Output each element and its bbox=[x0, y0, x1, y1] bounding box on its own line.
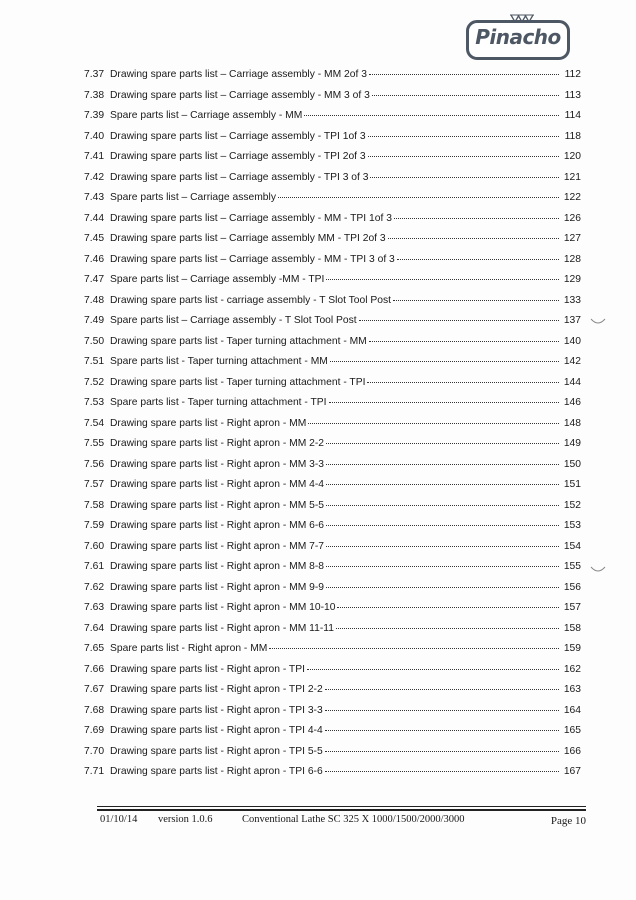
toc-dot-leader bbox=[368, 156, 559, 157]
toc-section-number: 7.49 bbox=[84, 315, 105, 326]
toc-dot-leader bbox=[325, 689, 559, 690]
toc-row[interactable] bbox=[84, 684, 581, 705]
toc-dot-leader bbox=[307, 669, 559, 670]
toc-dot-leader bbox=[393, 300, 559, 301]
toc-page-number: 155 bbox=[563, 561, 581, 572]
toc-page-number: 148 bbox=[563, 417, 581, 429]
toc-section-number: 7.63 bbox=[84, 602, 105, 613]
toc-dot-leader bbox=[326, 484, 559, 485]
toc-dot-leader bbox=[326, 279, 559, 280]
toc-entry-title: Drawing spare parts list – Carriage assembly - TPI 1of 3 bbox=[110, 130, 366, 142]
toc-section-number: 7.44 bbox=[84, 212, 105, 224]
logo-text: Pinacho bbox=[475, 25, 561, 49]
toc-entry-title: Drawing spare parts list - Right apron - MM 3-3 bbox=[110, 458, 325, 470]
toc-entry-title: Drawing spare parts list - Right apron - TPI 5-5 bbox=[110, 745, 323, 757]
toc-dot-leader bbox=[330, 361, 559, 362]
toc-section-number: 7.48 bbox=[84, 294, 105, 306]
toc-row[interactable] bbox=[84, 397, 581, 418]
toc-dot-leader bbox=[326, 505, 559, 506]
toc-section-number: 7.65 bbox=[84, 643, 105, 654]
toc-entry-title: Drawing spare parts list - Right apron - TPI bbox=[110, 663, 305, 675]
toc-dot-leader bbox=[326, 566, 559, 567]
toc-section-number: 7.59 bbox=[84, 520, 105, 531]
toc-page-number: 157 bbox=[563, 602, 581, 613]
toc-row[interactable] bbox=[84, 541, 581, 562]
toc-entry-title: Drawing spare parts list - Right apron - MM 7-7 bbox=[110, 540, 325, 552]
footer-version: version 1.0.6 bbox=[158, 814, 213, 825]
toc-page-number: 150 bbox=[563, 458, 581, 470]
toc-dot-leader bbox=[367, 382, 559, 383]
binder-hole-mark bbox=[590, 566, 606, 574]
pinacho-logo bbox=[466, 14, 574, 64]
toc-row[interactable] bbox=[84, 151, 581, 172]
toc-dot-leader bbox=[397, 259, 559, 260]
footer-date: 01/10/14 bbox=[100, 814, 138, 825]
toc-section-number: 7.40 bbox=[84, 130, 105, 142]
table-of-contents bbox=[84, 69, 581, 787]
toc-row[interactable] bbox=[84, 746, 581, 767]
toc-entry-title: Spare parts list – Carriage assembly -MM - TPI bbox=[110, 274, 325, 285]
toc-section-number: 7.52 bbox=[84, 376, 105, 388]
toc-entry-title: Spare parts list – Carriage assembly bbox=[110, 192, 276, 203]
toc-section-number: 7.69 bbox=[84, 725, 105, 736]
toc-dot-leader bbox=[304, 115, 559, 116]
toc-dot-leader bbox=[308, 423, 559, 424]
toc-section-number: 7.43 bbox=[84, 192, 105, 203]
toc-entry-title: Drawing spare parts list - Right apron - MM 11-11 bbox=[110, 622, 334, 634]
toc-entry-title: Spare parts list - Taper turning attachment - TPI bbox=[110, 397, 327, 408]
toc-dot-leader bbox=[388, 238, 559, 239]
toc-entry-title: Drawing spare parts list - Right apron - MM 2-2 bbox=[110, 438, 325, 449]
toc-page-number: 120 bbox=[563, 151, 581, 162]
toc-entry-title: Drawing spare parts list - carriage assembly - T Slot Tool Post bbox=[110, 294, 391, 306]
toc-row[interactable] bbox=[84, 602, 581, 623]
toc-row[interactable] bbox=[84, 233, 581, 254]
toc-row[interactable] bbox=[84, 582, 581, 603]
toc-row[interactable] bbox=[84, 643, 581, 664]
toc-page-number: 164 bbox=[563, 704, 581, 716]
toc-dot-leader bbox=[369, 74, 559, 75]
toc-dot-leader bbox=[368, 136, 559, 137]
toc-row[interactable] bbox=[84, 377, 581, 398]
toc-section-number: 7.38 bbox=[84, 89, 105, 101]
toc-page-number: 154 bbox=[563, 540, 581, 552]
toc-section-number: 7.50 bbox=[84, 335, 105, 347]
toc-page-number: 156 bbox=[563, 581, 581, 593]
toc-row[interactable] bbox=[84, 438, 581, 459]
toc-dot-leader bbox=[337, 607, 559, 608]
toc-page-number: 146 bbox=[563, 397, 581, 408]
toc-row[interactable] bbox=[84, 623, 581, 644]
toc-page-number: 142 bbox=[563, 356, 581, 367]
toc-dot-leader bbox=[370, 177, 559, 178]
toc-dot-leader bbox=[325, 751, 559, 752]
toc-page-number: 127 bbox=[563, 233, 581, 244]
toc-entry-title: Spare parts list – Carriage assembly - T Slot Tool Post bbox=[110, 315, 357, 326]
footer-document-title: Conventional Lathe SC 325 X 1000/1500/2000/3000 bbox=[242, 814, 465, 825]
toc-dot-leader bbox=[325, 730, 559, 731]
toc-entry-title: Drawing spare parts list – Carriage assembly MM - TPI 2of 3 bbox=[110, 233, 386, 244]
toc-entry-title: Drawing spare parts list - Right apron - MM 8-8 bbox=[110, 561, 325, 572]
toc-row[interactable] bbox=[84, 172, 581, 193]
toc-dot-leader bbox=[325, 710, 559, 711]
toc-row[interactable] bbox=[84, 131, 581, 152]
toc-page-number: 129 bbox=[563, 274, 581, 285]
toc-row[interactable] bbox=[84, 705, 581, 726]
toc-row[interactable] bbox=[84, 274, 581, 295]
toc-row[interactable] bbox=[84, 459, 581, 480]
toc-page-number: 152 bbox=[563, 499, 581, 511]
toc-entry-title: Drawing spare parts list - Right apron - TPI 6-6 bbox=[110, 766, 323, 777]
toc-dot-leader bbox=[278, 197, 559, 198]
toc-page-number: 121 bbox=[563, 171, 581, 183]
toc-entry-title: Drawing spare parts list – Carriage assembly - MM - TPI 3 of 3 bbox=[110, 253, 395, 265]
toc-entry-title: Drawing spare parts list – Carriage assembly - MM - TPI 1of 3 bbox=[110, 212, 392, 224]
toc-row[interactable] bbox=[84, 725, 581, 746]
toc-entry-title: Drawing spare parts list - Right apron - MM 10-10 bbox=[110, 602, 336, 613]
toc-entry-title: Drawing spare parts list - Taper turning attachment - TPI bbox=[110, 376, 366, 388]
toc-row[interactable] bbox=[84, 213, 581, 234]
toc-entry-title: Drawing spare parts list – Carriage assembly - MM 3 of 3 bbox=[110, 89, 370, 101]
toc-entry-title: Drawing spare parts list - Right apron - MM 4-4 bbox=[110, 479, 325, 490]
toc-row[interactable] bbox=[84, 418, 581, 439]
toc-section-number: 7.68 bbox=[84, 704, 105, 716]
toc-row[interactable] bbox=[84, 192, 581, 213]
toc-entry-title: Drawing spare parts list - Right apron - MM 5-5 bbox=[110, 499, 325, 511]
toc-row[interactable] bbox=[84, 254, 581, 275]
toc-section-number: 7.66 bbox=[84, 663, 105, 675]
footer-page-number: Page 10 bbox=[550, 815, 586, 827]
toc-dot-leader bbox=[372, 95, 559, 96]
toc-row[interactable] bbox=[84, 110, 581, 131]
toc-page-number: 113 bbox=[564, 89, 581, 101]
toc-entry-title: Drawing spare parts list - Taper turning attachment - MM bbox=[110, 335, 367, 347]
binder-hole-mark bbox=[590, 318, 606, 326]
toc-page-number: 159 bbox=[563, 643, 581, 654]
toc-section-number: 7.62 bbox=[84, 581, 105, 593]
toc-section-number: 7.57 bbox=[84, 479, 105, 490]
toc-page-number: 114 bbox=[564, 110, 581, 121]
toc-page-number: 133 bbox=[563, 294, 581, 306]
toc-section-number: 7.56 bbox=[84, 458, 105, 470]
toc-page-number: 144 bbox=[563, 376, 581, 388]
toc-page-number: 167 bbox=[563, 766, 581, 777]
toc-section-number: 7.42 bbox=[84, 171, 105, 183]
toc-entry-title: Spare parts list - Right apron - MM bbox=[110, 643, 268, 654]
toc-entry-title: Drawing spare parts list – Carriage assembly - MM 2of 3 bbox=[110, 69, 367, 80]
toc-row[interactable] bbox=[84, 664, 581, 685]
toc-section-number: 7.53 bbox=[84, 397, 105, 408]
toc-dot-leader bbox=[329, 402, 559, 403]
toc-section-number: 7.64 bbox=[84, 622, 105, 634]
toc-page-number: 137 bbox=[563, 315, 581, 326]
toc-page-number: 128 bbox=[563, 253, 581, 265]
toc-entry-title: Drawing spare parts list - Right apron - TPI 3-3 bbox=[110, 704, 323, 716]
toc-page-number: 153 bbox=[563, 520, 581, 531]
toc-row[interactable] bbox=[84, 336, 581, 357]
toc-page-number: 165 bbox=[563, 725, 581, 736]
toc-row[interactable] bbox=[84, 90, 581, 111]
toc-dot-leader bbox=[326, 546, 559, 547]
toc-page-number: 162 bbox=[563, 663, 581, 675]
toc-entry-title: Drawing spare parts list - Right apron - MM 6-6 bbox=[110, 520, 325, 531]
toc-section-number: 7.37 bbox=[84, 69, 105, 80]
toc-entry-title: Spare parts list - Taper turning attachment - MM bbox=[110, 356, 328, 367]
toc-entry-title: Drawing spare parts list - Right apron - MM bbox=[110, 417, 307, 429]
toc-dot-leader bbox=[326, 443, 559, 444]
toc-page-number: 122 bbox=[563, 192, 581, 203]
toc-section-number: 7.55 bbox=[84, 438, 105, 449]
toc-page-number: 112 bbox=[564, 69, 581, 80]
toc-row[interactable] bbox=[84, 315, 581, 336]
toc-row[interactable] bbox=[84, 520, 581, 541]
toc-entry-title: Drawing spare parts list – Carriage assembly - TPI 3 of 3 bbox=[110, 171, 369, 183]
toc-dot-leader bbox=[394, 218, 559, 219]
toc-dot-leader bbox=[326, 464, 559, 465]
toc-entry-title: Drawing spare parts list - Right apron - TPI 2-2 bbox=[110, 684, 323, 695]
toc-entry-title: Drawing spare parts list – Carriage assembly - TPI 2of 3 bbox=[110, 151, 366, 162]
toc-row[interactable] bbox=[84, 356, 581, 377]
toc-dot-leader bbox=[269, 648, 559, 649]
toc-section-number: 7.60 bbox=[84, 540, 105, 552]
toc-row[interactable] bbox=[84, 69, 581, 90]
toc-page-number: 140 bbox=[563, 335, 581, 347]
toc-page-number: 158 bbox=[563, 622, 581, 634]
toc-entry-title: Drawing spare parts list - Right apron - TPI 4-4 bbox=[110, 725, 323, 736]
toc-section-number: 7.41 bbox=[84, 151, 105, 162]
toc-dot-leader bbox=[325, 771, 559, 772]
toc-section-number: 7.54 bbox=[84, 417, 105, 429]
toc-dot-leader bbox=[359, 320, 559, 321]
toc-section-number: 7.61 bbox=[84, 561, 105, 572]
toc-entry-title: Spare parts list – Carriage assembly - MM bbox=[110, 110, 303, 121]
toc-section-number: 7.39 bbox=[84, 110, 105, 121]
toc-dot-leader bbox=[336, 628, 559, 629]
toc-row[interactable] bbox=[84, 479, 581, 500]
toc-row[interactable] bbox=[84, 500, 581, 521]
toc-section-number: 7.45 bbox=[84, 233, 105, 244]
toc-row[interactable] bbox=[84, 295, 581, 316]
toc-page-number: 126 bbox=[563, 212, 581, 224]
toc-dot-leader bbox=[326, 587, 559, 588]
toc-dot-leader bbox=[326, 525, 559, 526]
toc-section-number: 7.46 bbox=[84, 253, 105, 265]
footer-rule bbox=[97, 806, 586, 811]
toc-row[interactable] bbox=[84, 766, 581, 787]
toc-section-number: 7.47 bbox=[84, 274, 105, 285]
toc-page-number: 118 bbox=[564, 130, 581, 142]
toc-section-number: 7.70 bbox=[84, 745, 105, 757]
toc-page-number: 163 bbox=[563, 684, 581, 695]
toc-page-number: 149 bbox=[563, 438, 581, 449]
toc-section-number: 7.67 bbox=[84, 684, 105, 695]
toc-entry-title: Drawing spare parts list - Right apron - MM 9-9 bbox=[110, 581, 325, 593]
toc-page-number: 166 bbox=[563, 745, 581, 757]
toc-section-number: 7.71 bbox=[84, 766, 105, 777]
toc-section-number: 7.58 bbox=[84, 499, 105, 511]
toc-dot-leader bbox=[369, 341, 559, 342]
toc-row[interactable] bbox=[84, 561, 581, 582]
toc-section-number: 7.51 bbox=[84, 356, 105, 367]
toc-page-number: 151 bbox=[563, 479, 581, 490]
